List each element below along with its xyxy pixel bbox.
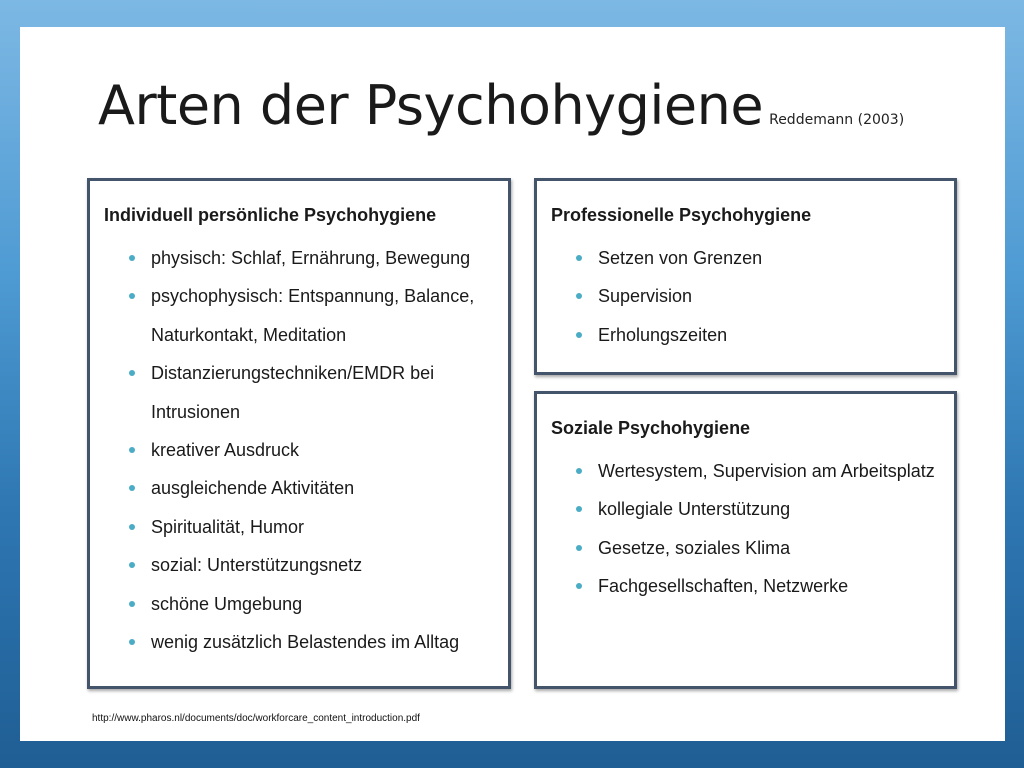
list-item xyxy=(104,431,496,469)
box-professional-heading: Professionelle Psychohygiene xyxy=(551,205,812,225)
list-item xyxy=(104,546,496,584)
list-item-text: kollegiale Unterstützung xyxy=(598,499,791,520)
bullet-icon xyxy=(576,583,582,589)
bullet-icon xyxy=(576,468,582,474)
title-main: Arten der Psychohygiene xyxy=(98,74,764,137)
list-item-text: Distanzierungstechniken/EMDR bei Intrusionen xyxy=(151,363,435,422)
list-item-text: psychophysisch: Entspannung, Balance, Naturkontakt, Meditation xyxy=(151,286,475,345)
bullet-icon xyxy=(129,562,135,568)
box-social xyxy=(534,391,957,689)
list-item-text: sozial: Unterstützungsnetz xyxy=(151,555,363,576)
bullet-icon xyxy=(576,332,582,338)
list-item xyxy=(551,529,942,567)
bullet-icon xyxy=(576,293,582,299)
list-item xyxy=(104,277,496,354)
box-professional-list xyxy=(551,239,942,354)
list-item xyxy=(551,452,942,490)
bullet-icon xyxy=(576,506,582,512)
list-item-text: Spiritualität, Humor xyxy=(151,516,305,537)
bullet-icon xyxy=(129,639,135,645)
bullet-icon xyxy=(576,545,582,551)
list-item-text: physisch: Schlaf, Ernährung, Bewegung xyxy=(151,248,471,268)
box-professional xyxy=(534,178,957,375)
list-item-text: kreativer Ausdruck xyxy=(151,440,300,461)
source-link[interactable]: http://www.pharos.nl/documents/doc/workforcare_content_introduction.pdf xyxy=(92,713,420,724)
box-social-heading: Soziale Psychohygiene xyxy=(551,418,751,438)
list-item-text: Wertesystem, Supervision am Arbeitsplatz xyxy=(598,461,935,481)
list-item xyxy=(104,469,496,507)
list-item xyxy=(551,239,942,277)
list-item-text: schöne Umgebung xyxy=(151,593,303,614)
bullet-icon xyxy=(129,524,135,530)
bullet-icon xyxy=(576,255,582,261)
box-individual-list xyxy=(104,239,496,661)
list-item-text: ausgleichende Aktivitäten xyxy=(151,478,355,499)
list-item xyxy=(551,567,942,605)
list-item xyxy=(551,277,942,315)
bullet-icon xyxy=(129,293,135,299)
bullet-icon xyxy=(129,447,135,453)
list-item-text: Setzen von Grenzen xyxy=(598,248,763,268)
box-individual xyxy=(87,178,511,689)
slide xyxy=(20,27,1005,741)
bullet-icon xyxy=(129,485,135,491)
list-item xyxy=(104,585,496,623)
list-item xyxy=(551,490,942,528)
list-item xyxy=(104,508,496,546)
box-social-list xyxy=(551,452,942,606)
list-item-text: Gesetze, soziales Klima xyxy=(598,537,791,558)
list-item-text: wenig zusätzlich Belastendes im Alltag xyxy=(151,632,460,653)
list-item-text: Fachgesellschaften, Netzwerke xyxy=(598,576,849,597)
bullet-icon xyxy=(129,601,135,607)
title-source: Reddemann (2003) xyxy=(769,112,905,128)
list-item-text: Erholungszeiten xyxy=(598,324,728,345)
list-item xyxy=(104,354,496,431)
slide-title xyxy=(98,74,905,137)
bullet-icon xyxy=(129,370,135,376)
list-item-text: Supervision xyxy=(598,286,693,307)
list-item xyxy=(551,316,942,354)
bullet-icon xyxy=(129,255,135,261)
box-individual-heading: Individuell persönliche Psychohygiene xyxy=(104,205,437,225)
list-item xyxy=(104,239,496,277)
list-item xyxy=(104,623,496,661)
